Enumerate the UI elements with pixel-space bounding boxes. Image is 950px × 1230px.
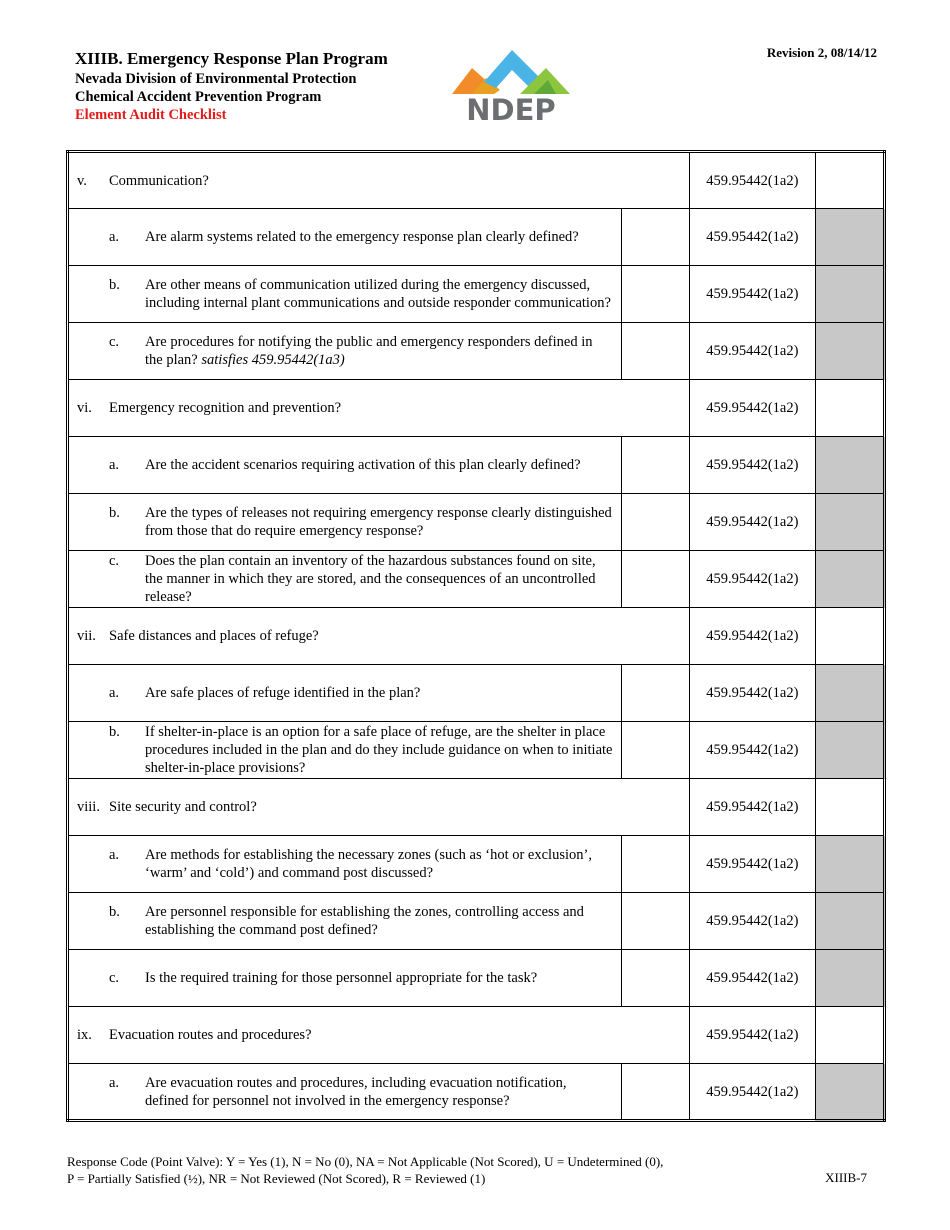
question-number: vi. [77,400,92,416]
sub-question-text: Are alarm systems related to the emergency response plan clearly defined? [145,229,579,245]
question-row [68,779,885,836]
sub-question-row [68,209,885,266]
question-text: Emergency recognition and prevention? [109,400,342,416]
response-cell[interactable] [621,437,689,494]
shaded-cell [815,437,884,494]
ndep-logo [450,48,572,124]
sub-question-letter: a. [109,1074,120,1091]
shaded-cell [815,836,884,893]
regulation-citation: 459.95442(1a2) [689,209,815,266]
response-cell[interactable] [621,722,689,779]
sub-question-row [68,893,885,950]
sub-question-text: Is the required training for those personnel appropriate for the task? [145,970,538,986]
response-cell[interactable] [621,494,689,551]
shaded-cell [815,551,884,608]
revision-label: Revision 2, 08/14/12 [766,45,877,60]
sub-question-text: Are procedures for notifying the public and emergency responders defined in the plan? [145,334,593,368]
sub-question-cell [68,1064,622,1121]
agency-name: Nevada Division of Environmental Protection [75,71,357,87]
regulation-citation: 459.95442(1a2) [689,1007,815,1064]
shaded-cell [815,323,884,380]
response-cell[interactable] [815,152,884,209]
question-row [68,380,885,437]
sub-question-row [68,494,885,551]
regulation-citation: 459.95442(1a2) [689,494,815,551]
response-cell[interactable] [621,665,689,722]
sub-question-cell [68,551,622,608]
response-cell[interactable] [621,266,689,323]
regulation-citation: 459.95442(1a2) [689,380,815,437]
response-cell[interactable] [815,1007,884,1064]
response-cell[interactable] [815,608,884,665]
question-text: Site security and control? [109,799,257,815]
legend-line-1: Response Code (Point Valve): Y = Yes (1), N = No (0), NA = Not Applicable (Not Scored), U = Undetermined (0), [67,1154,664,1169]
question-number: vii. [77,628,96,644]
regulation-citation: 459.95442(1a2) [689,836,815,893]
question-number: v. [77,172,87,189]
sub-question-text: Are evacuation routes and procedures, including evacuation notification, defined for personnel not involved in the emergency response? [145,1074,567,1109]
question-row [68,152,885,209]
sub-question-row [68,551,885,608]
question-number: viii. [77,799,100,815]
svg-text:NDEP: NDEP [466,93,556,124]
sub-question-text: Are the accident scenarios requiring activation of this plan clearly defined? [145,457,581,473]
question-cell [68,608,690,665]
sub-question-cell [68,836,622,893]
sub-question-text: Are other means of communication utilized during the emergency discussed, including internal plant communications and outside responder communication? [145,277,611,311]
sub-question-text: Are the types of releases not requiring emergency response clearly distinguished from those that do require emergency response? [145,505,612,539]
document-header [75,48,455,124]
question-cell [68,779,690,836]
sub-question-letter: a. [109,229,120,245]
regulation-citation: 459.95442(1a2) [689,152,815,209]
sub-question-row [68,266,885,323]
shaded-cell [815,950,884,1007]
sub-question-letter: a. [109,457,120,473]
regulation-citation: 459.95442(1a2) [689,608,815,665]
response-cell[interactable] [621,1064,689,1121]
regulation-citation: 459.95442(1a2) [689,266,815,323]
sub-question-row [68,665,885,722]
audit-checklist-table [66,150,886,1122]
sub-question-letter: a. [109,685,120,701]
response-cell[interactable] [621,893,689,950]
legend-line-2: P = Partially Satisfied (½), NR = Not Reviewed (Not Scored), R = Reviewed (1) [67,1171,486,1186]
response-cell[interactable] [621,950,689,1007]
shaded-cell [815,665,884,722]
response-code-legend [67,1153,663,1187]
response-cell[interactable] [815,380,884,437]
regulation-citation: 459.95442(1a2) [689,1064,815,1121]
question-cell [68,152,690,209]
question-cell [68,380,690,437]
response-cell[interactable] [621,323,689,380]
sub-question-row [68,722,885,779]
question-row [68,608,885,665]
sub-question-letter: c. [109,970,120,986]
question-text: Safe distances and places of refuge? [109,628,319,644]
sub-question-cell [68,950,622,1007]
sub-question-letter: c. [109,334,120,350]
sub-question-row [68,836,885,893]
shaded-cell [815,266,884,323]
regulation-citation: 459.95442(1a2) [689,722,815,779]
regulation-citation: 459.95442(1a2) [689,779,815,836]
sub-question-cell [68,893,622,950]
sub-question-row [68,950,885,1007]
program-name: Chemical Accident Prevention Program [75,89,322,105]
regulation-citation: 459.95442(1a2) [689,665,815,722]
sub-question-letter: b. [109,277,120,293]
sub-question-text: Does the plan contain an inventory of the hazardous substances found on site, the manner in which they are stored, and the consequences of an uncontrolled release? [145,553,596,605]
question-text: Communication? [109,172,209,189]
regulation-citation: 459.95442(1a2) [689,551,815,608]
sub-question-text: Are personnel responsible for establishing the zones, controlling access and establishing the command post defined? [145,904,584,938]
sub-question-text: If shelter-in-place is an option for a safe place of refuge, are the shelter in place procedures included in the plan and do they include guidance on when to initiate shelter-in-place provisions? [145,724,613,776]
sub-question-cell [68,722,622,779]
question-row [68,1007,885,1064]
sub-question-letter: a. [109,847,120,863]
shaded-cell [815,494,884,551]
document-title: XIIIB. Emergency Response Plan Program [75,49,388,68]
regulation-citation: 459.95442(1a2) [689,437,815,494]
sub-question-note: satisfies 459.95442(1a3) [201,352,345,368]
sub-question-letter: c. [109,553,120,569]
sub-question-letter: b. [109,904,120,920]
regulation-citation: 459.95442(1a2) [689,893,815,950]
response-cell[interactable] [621,209,689,266]
question-cell [68,1007,690,1064]
sub-question-letter: b. [109,505,120,521]
regulation-citation: 459.95442(1a2) [689,950,815,1007]
page-number: XIIIB-7 [825,1170,867,1185]
response-cell[interactable] [815,779,884,836]
regulation-citation: 459.95442(1a2) [689,323,815,380]
shaded-cell [815,209,884,266]
sub-question-cell [68,665,622,722]
response-cell[interactable] [621,836,689,893]
checklist-label: Element Audit Checklist [75,107,227,123]
shaded-cell [815,722,884,779]
sub-question-row [68,323,885,380]
sub-question-cell [68,323,622,380]
sub-question-letter: b. [109,724,120,740]
shaded-cell [815,1064,884,1121]
sub-question-text: Are safe places of refuge identified in the plan? [145,685,421,701]
response-cell[interactable] [621,551,689,608]
sub-question-text: Are methods for establishing the necessary zones (such as ‘hot or exclusion’, ‘warm’ and ‘cold’) and command post discussed? [145,847,592,881]
sub-question-row [68,437,885,494]
sub-question-cell [68,494,622,551]
question-text: Evacuation routes and procedures? [109,1027,312,1043]
sub-question-cell [68,437,622,494]
sub-question-cell [68,209,622,266]
sub-question-row [68,1064,885,1121]
shaded-cell [815,893,884,950]
question-number: ix. [77,1027,92,1043]
sub-question-cell [68,266,622,323]
